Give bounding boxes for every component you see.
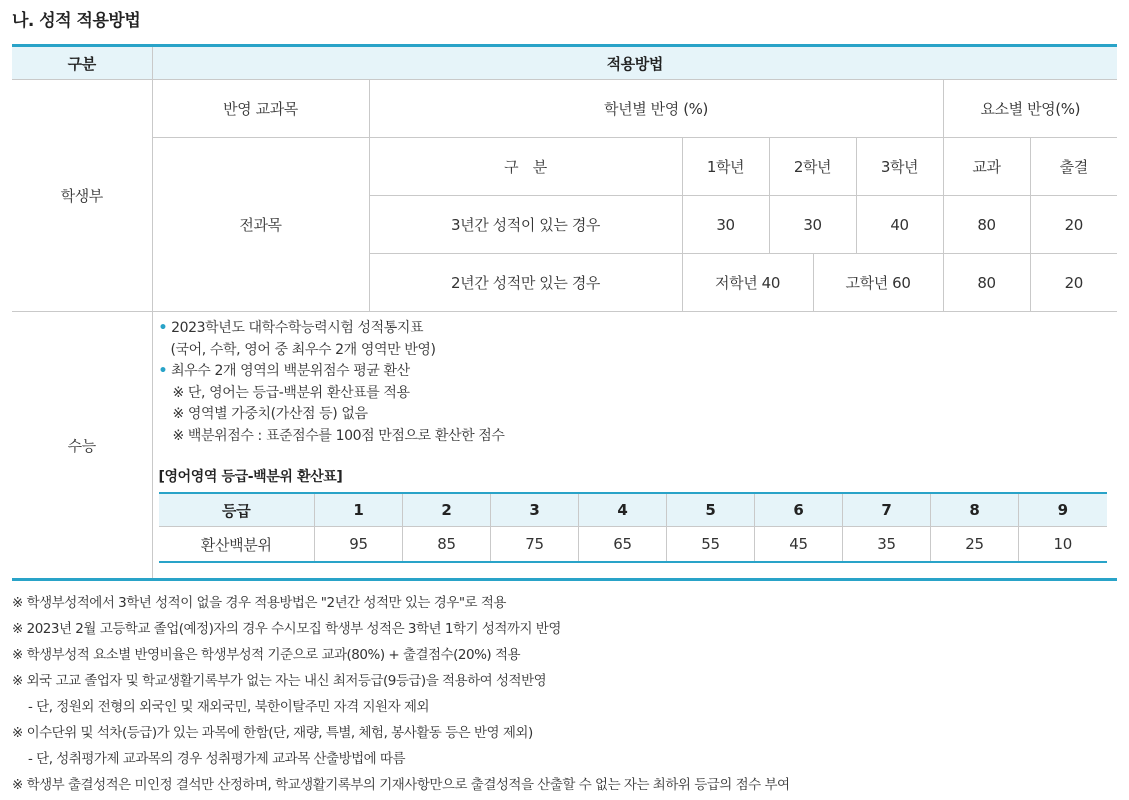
grade-cell: 5 <box>667 493 755 527</box>
case-label: 3년간 성적이 있는 경우 <box>369 196 682 254</box>
csat-bullet-2: 최우수 2개 영역의 백분위점수 평균 환산 <box>171 363 410 379</box>
grade-cell: 7 <box>843 493 931 527</box>
subject-header: 교과 <box>943 138 1030 196</box>
grade-cell: 6 <box>755 493 843 527</box>
csat-label: 수능 <box>12 312 152 580</box>
lower-grade-value: 저학년 40 <box>683 254 814 311</box>
grade-cell: 8 <box>931 493 1019 527</box>
csat-bullet-1-detail: (국어, 수학, 영어 중 최우수 2개 영역만 반영) <box>170 341 436 358</box>
attendance-header: 출결 <box>1030 138 1117 196</box>
english-conversion-table <box>159 492 1107 563</box>
percentile-row <box>159 527 1107 563</box>
csat-bullet-1: 2023학년도 대학수학능력시험 성적통지표 <box>171 320 424 336</box>
grade3-value: 40 <box>856 196 943 254</box>
percentile-cell: 55 <box>667 527 755 563</box>
grade-row <box>159 493 1107 527</box>
csat-note-3: ※ 백분위점수 : 표준점수를 100점 만점으로 환산한 점수 <box>172 427 505 444</box>
csat-content <box>152 312 1117 580</box>
grade-ratio-header: 학년별 반영 (%) <box>369 80 943 138</box>
subject-value: 80 <box>943 196 1030 254</box>
grade1-header: 1학년 <box>682 138 769 196</box>
subjects-value: 전과목 <box>152 138 369 312</box>
header-category: 구분 <box>12 46 152 80</box>
footnote: ※ 외국 고교 졸업자 및 학교생활기록부가 없는 자는 내신 최저등급(9등급)을 적용하여 성적반영 <box>12 673 547 689</box>
grade1-value: 30 <box>682 196 769 254</box>
score-method-table <box>12 44 1117 581</box>
footnote: ※ 학생부성적 요소별 반영비율은 학생부성적 기준으로 교과(80%) + 출결점수(20%) 적용 <box>12 647 521 663</box>
bullet-icon: • <box>158 320 168 336</box>
grade-cell: 9 <box>1019 493 1107 527</box>
lower-upper-split <box>682 254 943 312</box>
grade-cell: 1 <box>315 493 403 527</box>
percentile-cell: 85 <box>403 527 491 563</box>
attendance-value: 20 <box>1030 254 1117 312</box>
csat-note-2: ※ 영역별 가중치(가산점 등) 없음 <box>172 406 368 422</box>
attendance-value: 20 <box>1030 196 1117 254</box>
csat-bullets <box>159 318 1118 447</box>
case-label: 2년간 성적만 있는 경우 <box>369 254 682 312</box>
section-title: 나. 성적 적용방법 <box>12 11 141 31</box>
percentile-cell: 95 <box>315 527 403 563</box>
csat-note-1: ※ 단, 영어는 등급-백분위 환산표를 적용 <box>172 384 410 401</box>
grade-cell: 3 <box>491 493 579 527</box>
footnote: ※ 학생부 출결성적은 미인정 결석만 산정하며, 학교생활기록부의 기재사항만으로 출결성적을 산출할 수 없는 자는 최하위 등급의 점수 부여 <box>12 777 790 793</box>
footnotes <box>12 590 790 798</box>
footnote-sub: - 단, 성취평가제 교과목의 경우 성취평가제 교과목 산출방법에 따름 <box>28 751 406 767</box>
header-method: 적용방법 <box>152 46 1117 80</box>
division-header: 구 분 <box>369 138 682 196</box>
footnote: ※ 학생부성적에서 3학년 성적이 없을 경우 적용방법은 "2년간 성적만 있는 경우"로 적용 <box>12 595 506 611</box>
percentile-cell: 25 <box>931 527 1019 563</box>
percentile-cell: 45 <box>755 527 843 563</box>
bullet-icon: • <box>158 363 168 379</box>
footnote: ※ 이수단위 및 석차(등급)가 있는 과목에 한함(단, 재량, 특별, 체험, 봉사활동 등은 반영 제외) <box>12 725 533 741</box>
grade2-header: 2학년 <box>769 138 856 196</box>
percentile-cell: 65 <box>579 527 667 563</box>
grade-label: 등급 <box>159 493 315 527</box>
upper-grade-value: 고학년 60 <box>845 274 911 292</box>
percentile-cell: 10 <box>1019 527 1107 563</box>
percentile-cell: 35 <box>843 527 931 563</box>
subject-value: 80 <box>943 254 1030 312</box>
grade-cell: 2 <box>403 493 491 527</box>
subjects-header: 반영 교과목 <box>152 80 369 138</box>
grade-cell: 4 <box>579 493 667 527</box>
footnote: ※ 2023년 2월 고등학교 졸업(예정)자의 경우 수시모집 학생부 성적은 3학년 1학기 성적까지 반영 <box>12 621 561 637</box>
percentile-label: 환산백분위 <box>159 527 315 563</box>
percentile-cell: 75 <box>491 527 579 563</box>
grade3-header: 3학년 <box>856 138 943 196</box>
conversion-table-title: [영어영역 등급-백분위 환산표] <box>158 469 343 485</box>
footnote-sub: - 단, 정원외 전형의 외국인 및 재외국민, 북한이탈주민 자격 지원자 제외 <box>28 699 430 715</box>
school-record-label: 학생부 <box>12 80 152 312</box>
grade2-value: 30 <box>769 196 856 254</box>
element-ratio-header: 요소별 반영(%) <box>943 80 1117 138</box>
